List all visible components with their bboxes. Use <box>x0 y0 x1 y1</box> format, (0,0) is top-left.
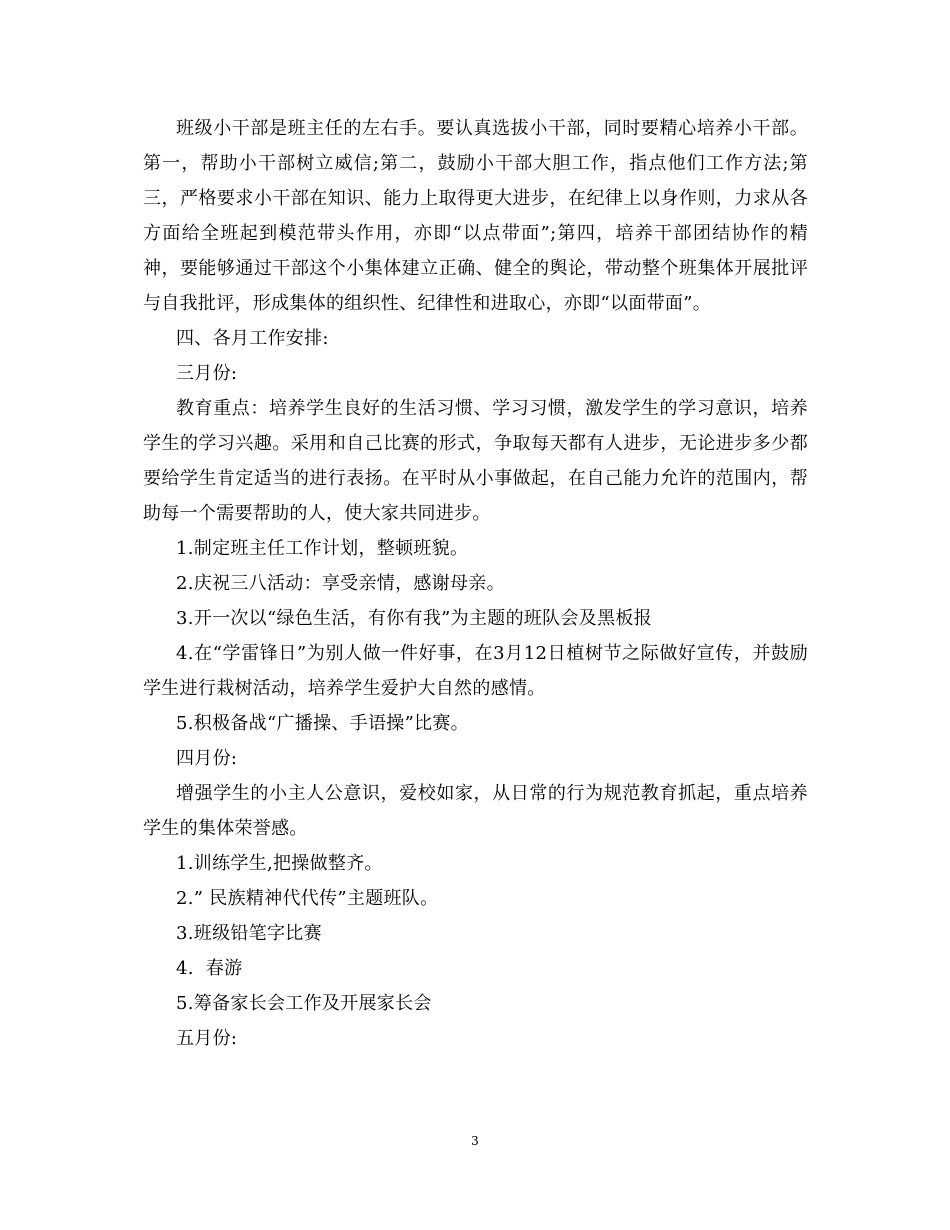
month-heading-april: 四月份: <box>176 748 238 769</box>
list-item-april-1: 1.训练学生,把操做整齐。 <box>176 853 383 874</box>
list-item-april-5: 5.筹备家长会工作及开展家长会 <box>176 993 432 1014</box>
paragraph-april-focus: 增强学生的小主人公意识，爱校如家，从日常的行为规范教育抓起，重点培养学生的集体荣誉感。 <box>143 783 808 839</box>
list-item-march-1: 1.制定班主任工作计划，整顿班貌。 <box>176 538 469 559</box>
list-item-march-2: 2.庆祝三八活动：享受亲情，感谢母亲。 <box>176 573 505 594</box>
list-item-march-5: 5.积极备战“广播操、手语操”比赛。 <box>176 713 469 734</box>
page-number: 3 <box>471 1134 479 1148</box>
list-item-april-4: 4. 春游 <box>176 958 243 979</box>
list-item-march-3: 3.开一次以“绿色生活，有你有我”为主题的班队会及黑板报 <box>176 608 652 629</box>
month-heading-may: 五月份: <box>176 1028 238 1049</box>
paragraph-march-focus: 教育重点：培养学生良好的生活习惯、学习习惯，激发学生的学习意识，培养学生的学习兴趣。采用和自己比赛的形式，争取每天都有人进步，无论进步多少都要给学生肯定适当的进行表扬。在平时从小事做起，在自己能力允许的范围内，帮助每一个需要帮助的人，使大家共同进步。 <box>143 398 808 524</box>
document-body <box>143 111 808 1056</box>
paragraph-class-cadres: 班级小干部是班主任的左右手。要认真选拔小干部，同时要精心培养小干部。第一，帮助小干部树立威信;第二，鼓励小干部大胆工作，指点他们工作方法;第三，严格要求小干部在知识、能力上取得更大进步，在纪律上以身作则，力求从各方面给全班起到模范带头作用，亦即“以点带面”;第四，培养干部团结协作的精神，要能够通过干部这个小集体建立正确、健全的舆论，带动整个班集体开展批评与自我批评，形成集体的组织性、纪律性和进取心，亦即“以面带面”。 <box>143 118 808 314</box>
month-heading-march: 三月份: <box>176 363 238 384</box>
section-heading-monthly-plan: 四、各月工作安排: <box>176 328 329 349</box>
list-item-april-2: 2.” 民族精神代代传”主题班队。 <box>176 888 439 909</box>
list-item-march-4: 4.在“学雷锋日”为别人做一件好事，在3月12日植树节之际做好宣传，并鼓励学生进行栽树活动，培养学生爱护大自然的感情。 <box>143 643 808 699</box>
list-item-april-3: 3.班级铅笔字比赛 <box>176 923 322 944</box>
